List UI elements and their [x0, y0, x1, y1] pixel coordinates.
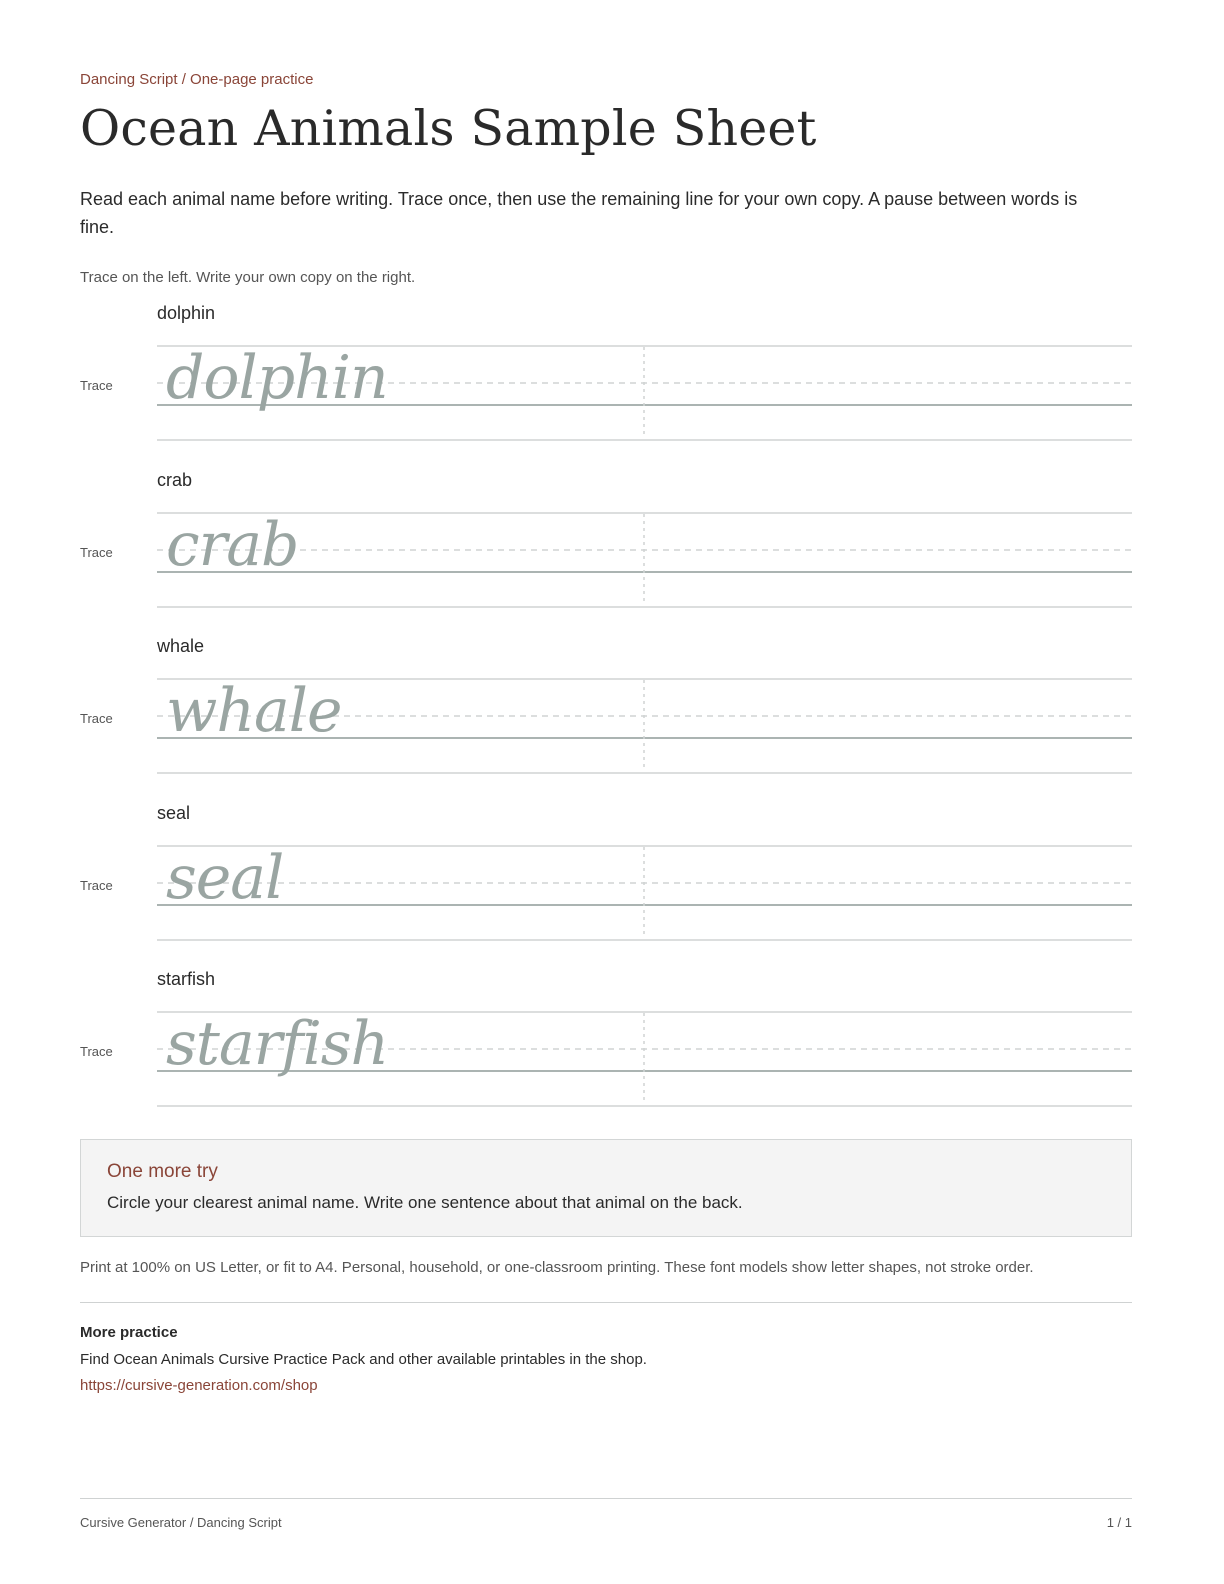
instructions-text: Trace on the left. Write your own copy on the right.: [80, 269, 416, 286]
more-practice-title: More practice: [80, 1324, 178, 1341]
practice-row: [0, 969, 1224, 1129]
footer-divider: [80, 1498, 1132, 1499]
more-practice-text: Find Ocean Animals Cursive Practice Pack and other available printables in the shop.: [80, 1351, 647, 1368]
writing-lines[interactable]: [157, 803, 1132, 963]
shop-link[interactable]: https://cursive-generation.com/shop: [80, 1377, 318, 1394]
word-label: seal: [157, 802, 191, 823]
print-note: Print at 100% on US Letter, or fit to A4. Personal, household, or one-classroom printing. These font models show letter shapes, not stroke order.: [80, 1259, 1034, 1276]
practice-row: [0, 636, 1224, 796]
callout-box: [80, 1139, 1132, 1237]
trace-word: seal: [166, 842, 284, 913]
intro-text: Read each animal name before writing. Trace once, then use the remaining line for your own copy. A pause between words is fine.: [80, 189, 1078, 237]
trace-side-label: Trace: [80, 711, 113, 726]
callout-title: One more try: [107, 1161, 218, 1182]
trace-side-label: Trace: [80, 877, 113, 893]
writing-lines[interactable]: [157, 470, 1132, 630]
callout-text: Circle your clearest animal name. Write one sentence about that animal on the back.: [107, 1193, 743, 1212]
trace-side-label: Trace: [80, 1044, 113, 1059]
footer-credit: Cursive Generator / Dancing Script: [80, 1515, 282, 1530]
word-label: dolphin: [157, 303, 216, 323]
word-label: crab: [157, 469, 193, 490]
word-label: whale: [157, 636, 205, 656]
trace-word: starfish: [166, 1009, 389, 1079]
practice-row: [0, 803, 1224, 963]
page-number: 1 / 1: [1106, 1515, 1132, 1530]
practice-row: [0, 303, 1224, 463]
trace-side-label: Trace: [80, 544, 113, 560]
word-label: starfish: [157, 969, 216, 989]
page-title: Ocean Animals Sample Sheet: [80, 100, 817, 157]
trace-word: whale: [166, 676, 342, 746]
divider: [80, 1302, 1132, 1303]
trace-word: crab: [166, 509, 299, 580]
kicker: Dancing Script / One-page practice: [80, 71, 314, 88]
trace-side-label: Trace: [80, 378, 113, 393]
practice-row: [0, 470, 1224, 630]
trace-word: dolphin: [166, 343, 388, 413]
